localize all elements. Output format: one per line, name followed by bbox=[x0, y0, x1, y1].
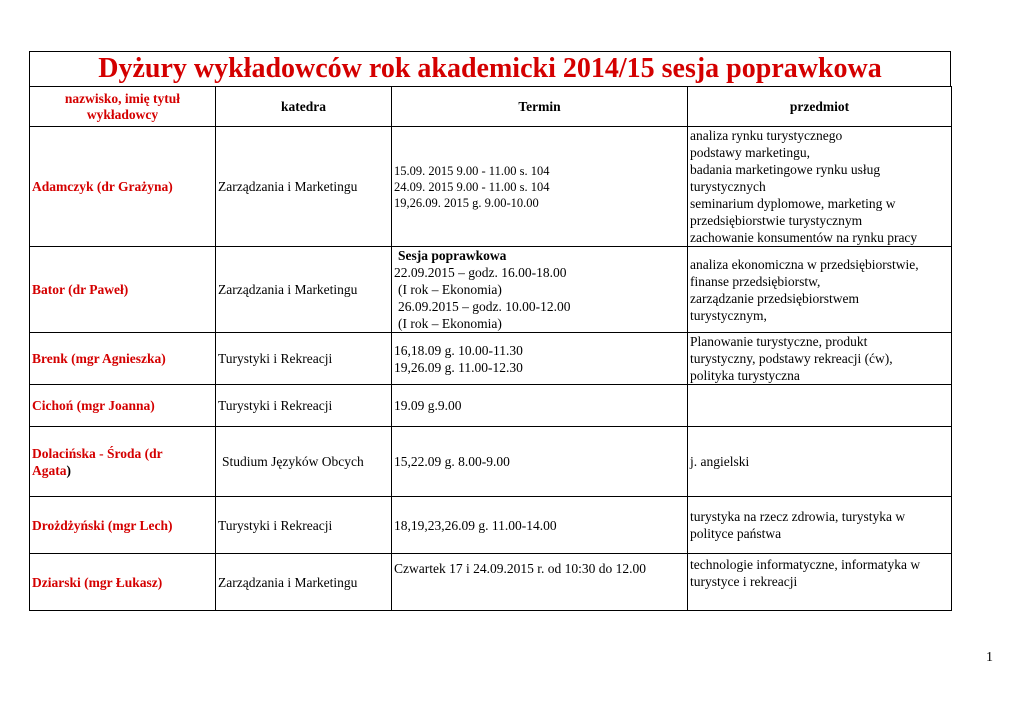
term-cell: 15,22.09 g. 8.00-9.00 bbox=[392, 427, 688, 497]
subject-cell bbox=[688, 247, 952, 333]
subject-line: analiza rynku turystycznego bbox=[690, 128, 843, 143]
table-row bbox=[30, 554, 952, 611]
lecturer-name: Drożdżyński (mgr Lech) bbox=[30, 497, 216, 554]
table-row bbox=[30, 247, 952, 333]
subject-line: analiza ekonomiczna w przedsiębiorstwie, bbox=[690, 256, 919, 272]
department: Zarządzania i Marketingu bbox=[216, 554, 392, 611]
table-row bbox=[30, 127, 952, 247]
duty-table bbox=[29, 86, 952, 611]
term-cell: 19.09 g.9.00 bbox=[392, 385, 688, 427]
term-line: 24.09. 2015 9.00 - 11.00 s. 104 bbox=[394, 179, 550, 194]
lecturer-name-close: ) bbox=[66, 462, 71, 478]
term-cell bbox=[392, 127, 688, 247]
term-cell: 18,19,23,26.09 g. 11.00-14.00 bbox=[392, 497, 688, 554]
term-line: 26.09.2015 – godz. 10.00-12.00 bbox=[398, 299, 571, 314]
lecturer-name: Bator (dr Paweł) bbox=[30, 247, 216, 333]
department: Turystyki i Rekreacji bbox=[216, 497, 392, 554]
subject-line: turystyce i rekreacji bbox=[690, 574, 798, 589]
term-cell: Czwartek 17 i 24.09.2015 r. od 10:30 do 12.00 bbox=[392, 554, 688, 611]
lecturer-name: Brenk (mgr Agnieszka) bbox=[30, 333, 216, 385]
department: Turystyki i Rekreacji bbox=[216, 333, 392, 385]
department: Studium Języków Obcych bbox=[216, 427, 392, 497]
subject-line: podstawy marketingu, bbox=[690, 145, 810, 160]
subject-line: polityka turystyczna bbox=[690, 368, 800, 383]
subject-line: finanse przedsiębiorstw, bbox=[690, 273, 821, 289]
term-cell bbox=[392, 333, 688, 385]
term-cell bbox=[392, 247, 688, 333]
subject-line: przedsiębiorstwie turystycznym bbox=[690, 213, 863, 228]
header-row bbox=[30, 87, 952, 127]
department: Zarządzania i Marketingu bbox=[216, 127, 392, 247]
term-line: (I rok – Ekonomia) bbox=[398, 282, 502, 297]
header-term: Termin bbox=[392, 87, 688, 127]
subject-line: technologie informatyczne, informatyka w bbox=[690, 557, 921, 572]
subject-line: turystycznym, bbox=[690, 307, 767, 323]
subject-line: polityce państwa bbox=[690, 526, 782, 541]
header-subject: przedmiot bbox=[688, 87, 952, 127]
subject-cell bbox=[688, 127, 952, 247]
lecturer-name: Adamczyk (dr Grażyna) bbox=[30, 127, 216, 247]
subject-line: badania marketingowe rynku usług bbox=[690, 162, 881, 177]
page-number: 1 bbox=[986, 650, 993, 665]
subject-line: zarządzanie przedsiębiorstwem bbox=[690, 290, 860, 306]
department: Turystyki i Rekreacji bbox=[216, 385, 392, 427]
title-box bbox=[29, 51, 951, 86]
term-line: 16,18.09 g. 10.00-11.30 bbox=[394, 342, 523, 358]
subject-cell: j. angielski bbox=[688, 427, 952, 497]
document-title: Dyżury wykładowców rok akademicki 2014/15 sesja poprawkowa bbox=[98, 53, 882, 84]
term-line: 15.09. 2015 9.00 - 11.00 s. 104 bbox=[394, 163, 550, 178]
subject-line: turystyczny, podstawy rekreacji (ćw), bbox=[690, 351, 893, 366]
lecturer-name: Dziarski (mgr Łukasz) bbox=[30, 554, 216, 611]
lecturer-name-line: Dolacińska - Środa (dr bbox=[32, 445, 163, 461]
term-line: (I rok – Ekonomia) bbox=[398, 316, 502, 331]
subject-cell bbox=[688, 333, 952, 385]
subject-line: seminarium dyplomowe, marketing w bbox=[690, 196, 896, 211]
header-name: nazwisko, imię tytuł wykładowcy bbox=[30, 87, 216, 127]
lecturer-name-part: Agata bbox=[32, 462, 67, 478]
table-row bbox=[30, 333, 952, 385]
table-row bbox=[30, 497, 952, 554]
subject-line: turystyka na rzecz zdrowia, turystyka w bbox=[690, 509, 906, 524]
table-row bbox=[30, 385, 952, 427]
document-sheet bbox=[29, 51, 951, 611]
lecturer-name bbox=[30, 427, 216, 497]
subject-cell bbox=[688, 497, 952, 554]
subject-cell bbox=[688, 554, 952, 611]
subject-cell bbox=[688, 385, 952, 427]
lecturer-name: Cichoń (mgr Joanna) bbox=[30, 385, 216, 427]
subject-line: zachowanie konsumentów na rynku pracy bbox=[690, 230, 918, 245]
lecturer-name-line bbox=[32, 462, 213, 479]
header-dept: katedra bbox=[216, 87, 392, 127]
subject-line: Planowanie turystyczne, produkt bbox=[690, 334, 868, 349]
table-row bbox=[30, 427, 952, 497]
subject-line: turystycznych bbox=[690, 179, 766, 194]
term-line: 19,26.09 g. 11.00-12.30 bbox=[394, 359, 523, 375]
term-line: 22.09.2015 – godz. 16.00-18.00 bbox=[394, 265, 567, 280]
term-line: 19,26.09. 2015 g. 9.00-10.00 bbox=[394, 195, 539, 210]
term-heading: Sesja poprawkowa bbox=[398, 248, 507, 263]
department: Zarządzania i Marketingu bbox=[216, 247, 392, 333]
